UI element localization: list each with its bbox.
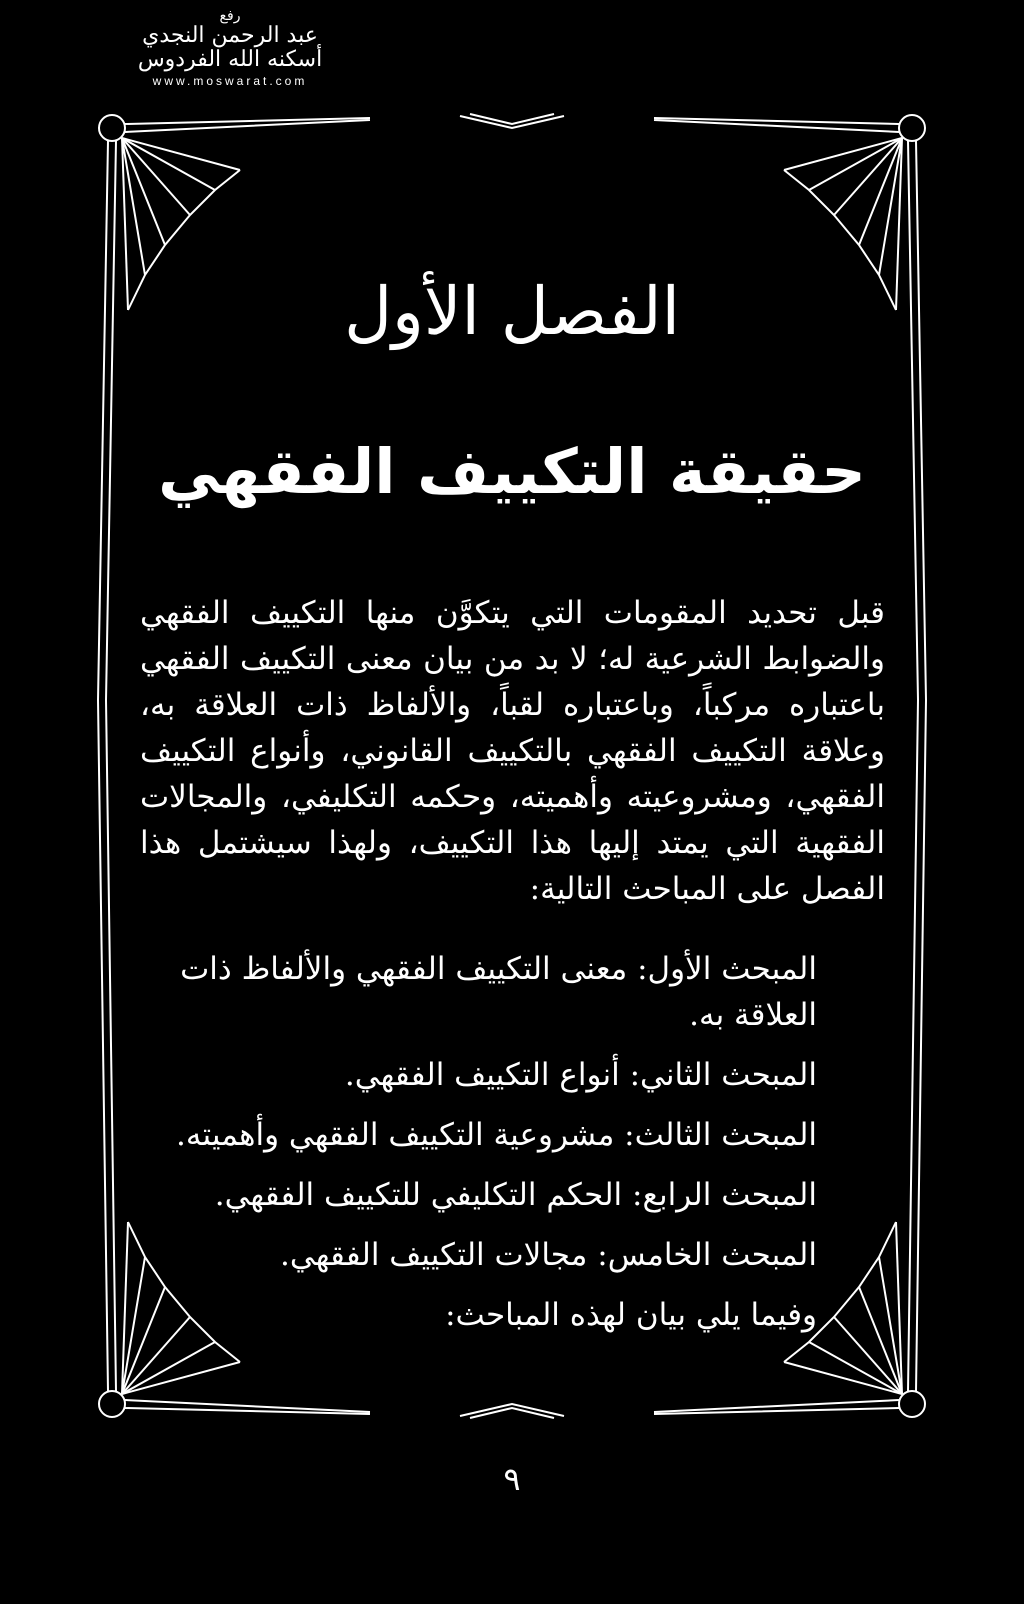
topic-item: المبحث الثالث: مشروعية التكييف الفقهي وأهميته. bbox=[176, 1117, 817, 1153]
frame-corner-ornament bbox=[899, 1391, 925, 1417]
watermark-line-1: رفع bbox=[219, 8, 241, 24]
watermark-line-3: أسكنه الله الفردوس bbox=[137, 47, 323, 72]
frame-top-center-ornament bbox=[460, 114, 564, 128]
frame-corner-ornament bbox=[899, 115, 925, 141]
closing-line: وفيما يلي بيان لهذه المباحث: bbox=[445, 1297, 817, 1333]
topics-list bbox=[140, 946, 885, 1352]
page-number: ٩ bbox=[503, 1460, 521, 1498]
intro-paragraph bbox=[140, 590, 885, 912]
frame-corner-ornament bbox=[99, 115, 125, 141]
section-title: حقيقة التكييف الفقهي bbox=[158, 435, 866, 508]
chapter-heading: الفصل الأول bbox=[344, 273, 680, 350]
watermark-line-2: عبد الرحمن النجدي bbox=[142, 23, 318, 48]
frame-bottom-center-ornament bbox=[460, 1404, 564, 1418]
topic-item: المبحث الخامس: مجالات التكييف الفقهي. bbox=[280, 1237, 817, 1273]
topic-item: المبحث الرابع: الحكم التكليفي للتكييف الفقهي. bbox=[214, 1177, 817, 1213]
frame-corner-ornament bbox=[99, 1391, 125, 1417]
topic-item: المبحث الثاني: أنواع التكييف الفقهي. bbox=[344, 1057, 817, 1093]
watermark-url: www.moswarat.com bbox=[152, 74, 308, 88]
intro-paragraph-text: قبل تحديد المقومات التي يتكوَّن منها التكييف الفقهي والضوابط الشرعية له؛ لا بد من بيان معنى التكييف الفقهي باعتباره مركباً، وباعتباره لقباً، والألفاظ ذات العلاقة به، وعلاقة التكييف الفقهي بالتكييف القانوني، وأنواع التكييف الفقهي، ومشروعيته وأهميته، وحكمه التكليفي، والمجالات الفقهية التي يمتد إليها هذا التكييف، ولهذا سيشتمل هذا الفصل على المباحث التالية: bbox=[140, 595, 885, 907]
topic-item: المبحث الأول: معنى التكييف الفقهي والألفاظ ذات العلاقة به. bbox=[180, 951, 817, 1033]
